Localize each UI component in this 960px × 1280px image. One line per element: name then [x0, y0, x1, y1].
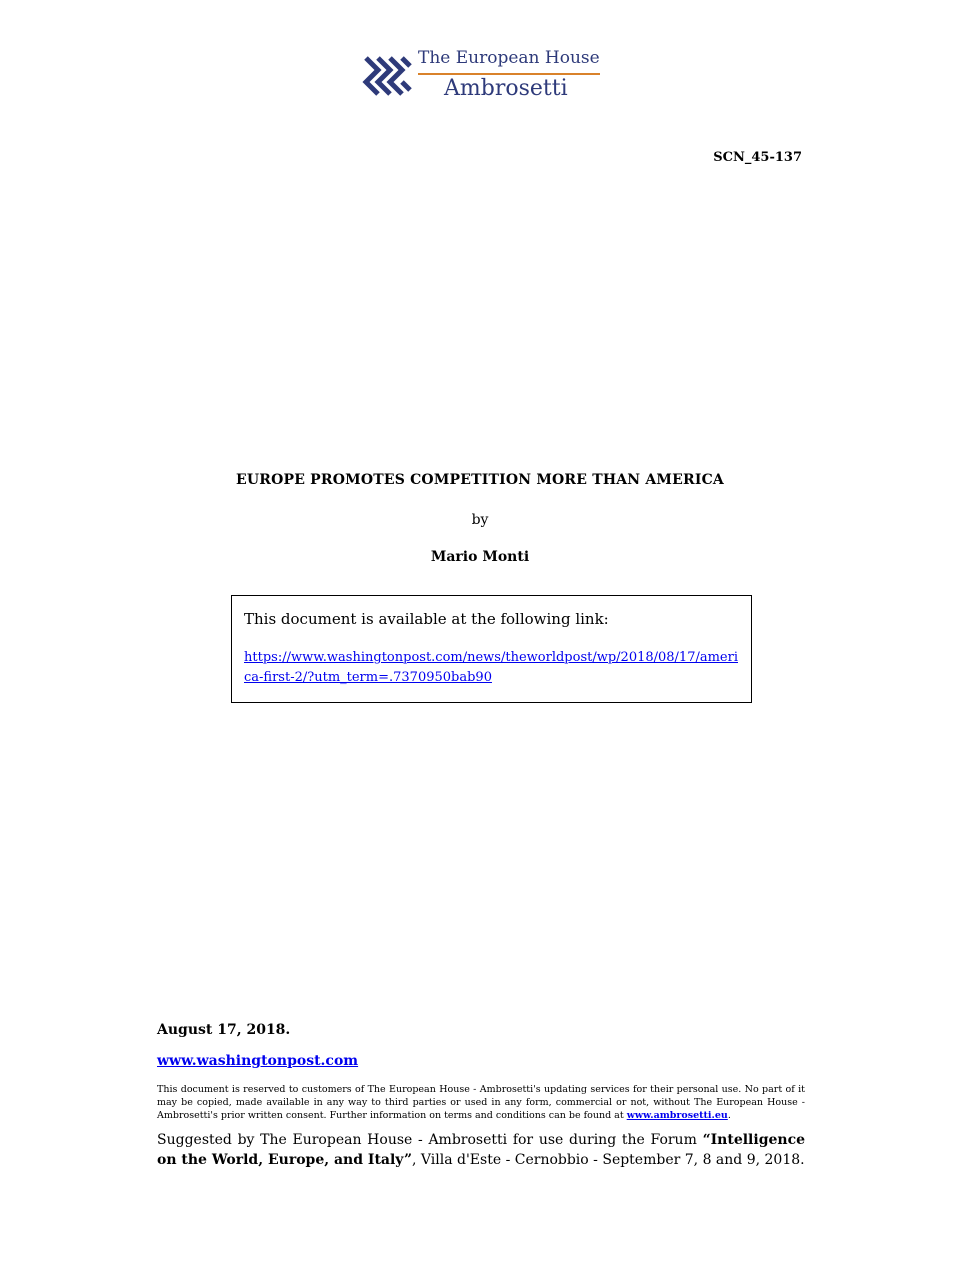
author-name: Mario Monti [430, 549, 530, 565]
logo-line-1: The European House [418, 48, 600, 68]
suggested-by-note [157, 1130, 805, 1170]
ambrosetti-link[interactable]: www.ambrosetti.eu [626, 1110, 728, 1121]
ambrosetti-logo-icon [360, 52, 412, 98]
logo-line-2: Ambrosetti [444, 76, 568, 101]
company-logo [360, 48, 610, 104]
article-link[interactable]: https://www.washingtonpost.com/news/theworldpost/wp/2018/08/17/america-first-2/?utm_term=.7370950bab90 [244, 650, 738, 685]
copyright-notice [157, 1083, 805, 1122]
link-box [231, 595, 752, 703]
document-title: EUROPE PROMOTES COMPETITION MORE THAN AMERICA [235, 472, 724, 488]
byline-by: by [471, 512, 489, 528]
source-link[interactable]: www.washingtonpost.com [157, 1053, 359, 1069]
suggested-prefix: Suggested by The European House - Ambrosetti for use during the Forum [157, 1132, 697, 1148]
document-code: SCN_45-137 [713, 150, 802, 165]
link-box-intro: This document is available at the following link: [244, 610, 609, 628]
footer [157, 1022, 805, 1170]
notice-text: This document is reserved to customers of The European House - Ambrosetti's updating services for their personal use. No part of it may be copied, made available in any way to third parties or used in any form, commercial or not, without The European House - Ambrosetti's prior written consent. Further information on terms and conditions can be found at [157, 1084, 805, 1121]
notice-end: . [727, 1110, 731, 1121]
suggested-suffix: , Villa d'Este - Cernobbio - September 7, 8 and 9, 2018. [412, 1152, 805, 1168]
publication-date: August 17, 2018. [157, 1022, 291, 1038]
logo-divider [418, 73, 600, 75]
forum-name: “Intelligence on the World, Europe, and Italy” [157, 1132, 805, 1168]
